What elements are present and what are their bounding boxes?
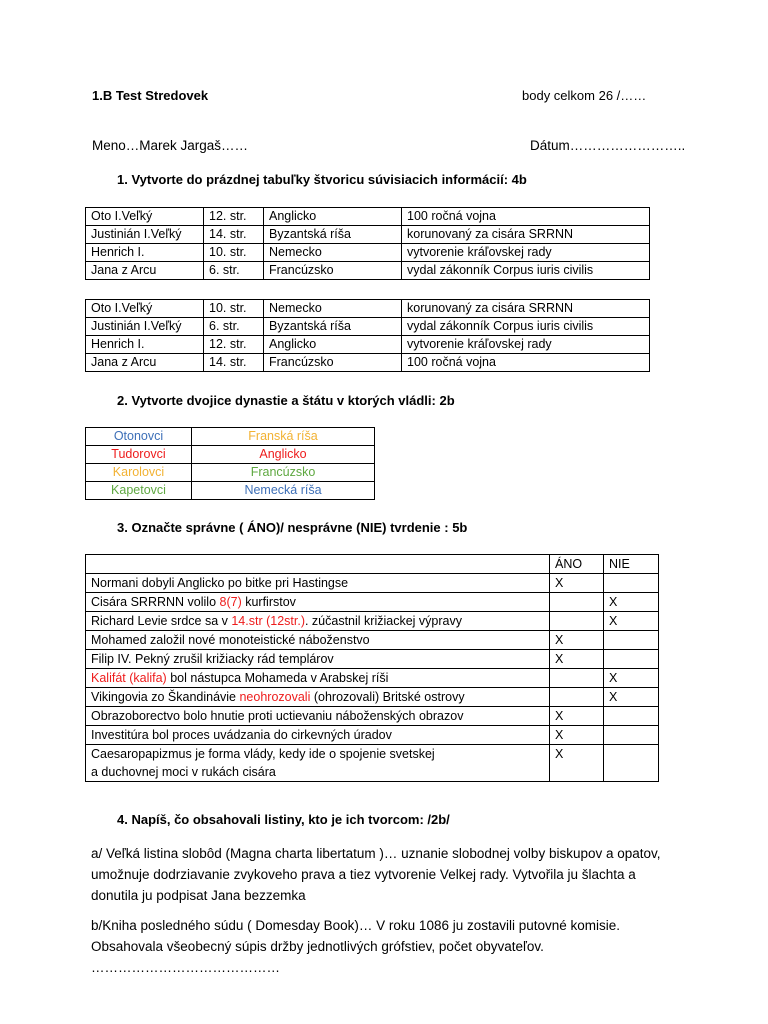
century-cell: 14. str. xyxy=(204,354,264,372)
statement-line-2: a duchovnej moci v rukách cisára xyxy=(91,765,276,779)
event-cell: korunovaný za cisára SRRNN xyxy=(402,226,650,244)
country-cell: Anglicko xyxy=(264,336,402,354)
dynasty-row xyxy=(86,464,375,482)
table-row xyxy=(86,262,650,280)
no-cell xyxy=(604,745,659,782)
answer-dots: …………………………………… xyxy=(91,960,280,975)
ruler-cell: Oto I.Veľký xyxy=(86,208,204,226)
table-1b xyxy=(85,299,650,372)
statement-cell xyxy=(86,745,550,782)
table-row xyxy=(86,244,650,262)
country-cell: Francúzsko xyxy=(264,354,402,372)
statement-text: Mohamed založil nové monoteistické náboženstvo xyxy=(91,633,370,647)
points-total: body celkom 26 /…… xyxy=(522,88,647,103)
state-cell: Francúzsko xyxy=(192,464,375,482)
statement-row xyxy=(86,726,659,745)
dynasty-row xyxy=(86,428,375,446)
century-cell: 12. str. xyxy=(204,208,264,226)
dynasty-row xyxy=(86,482,375,500)
statement-text: Investitúra bol proces uvádzania do cirkevných úradov xyxy=(91,728,392,742)
state-cell: Franská ríša xyxy=(192,428,375,446)
no-cell xyxy=(604,631,659,650)
country-cell: Francúzsko xyxy=(264,262,402,280)
statement-text: neohrozovali xyxy=(239,690,311,704)
no-cell xyxy=(604,650,659,669)
event-cell: 100 ročná vojna xyxy=(402,354,650,372)
no-cell xyxy=(604,726,659,745)
yes-cell: X xyxy=(550,650,604,669)
statement-cell xyxy=(86,612,550,631)
ruler-cell: Jana z Arcu xyxy=(86,262,204,280)
table-row xyxy=(86,318,650,336)
statement-text: kurfirstov xyxy=(241,595,296,609)
no-cell: X xyxy=(604,612,659,631)
no-cell xyxy=(604,707,659,726)
country-cell: Nemecko xyxy=(264,244,402,262)
yes-cell: X xyxy=(550,745,604,782)
no-cell: X xyxy=(604,669,659,688)
event-cell: vytvorenie kráľovskej rady xyxy=(402,336,650,354)
statement-row xyxy=(86,688,659,707)
statement-text: Cisára SRRRNN volilo xyxy=(91,595,220,609)
statement-row xyxy=(86,612,659,631)
statement-text: Kalifát (kalifa) xyxy=(91,671,167,685)
event-cell: vydal zákonník Corpus iuris civilis xyxy=(402,318,650,336)
no-cell: X xyxy=(604,593,659,612)
event-cell: 100 ročná vojna xyxy=(402,208,650,226)
section-3-title: 3. Označte správne ( ÁNO)/ nesprávne (NIE) tvrdenie : 5b xyxy=(117,520,468,535)
statement-row xyxy=(86,745,659,782)
statement-row xyxy=(86,593,659,612)
yes-cell xyxy=(550,593,604,612)
statement-cell xyxy=(86,726,550,745)
header-empty-cell xyxy=(86,555,550,574)
ruler-cell: Justinián I.Veľký xyxy=(86,226,204,244)
ruler-cell: Oto I.Veľký xyxy=(86,300,204,318)
ruler-cell: Henrich I. xyxy=(86,244,204,262)
table-row xyxy=(86,226,650,244)
event-cell: korunovaný za cisára SRRNN xyxy=(402,300,650,318)
state-cell: Nemecká ríša xyxy=(192,482,375,500)
century-cell: 14. str. xyxy=(204,226,264,244)
century-cell: 10. str. xyxy=(204,300,264,318)
statement-row xyxy=(86,707,659,726)
yes-cell xyxy=(550,612,604,631)
table-row xyxy=(86,300,650,318)
statement-cell xyxy=(86,631,550,650)
statement-cell xyxy=(86,669,550,688)
table-row xyxy=(86,354,650,372)
statement-text: Obrazoborectvo bolo hnutie proti uctievaniu náboženských obrazov xyxy=(91,709,464,723)
event-cell: vytvorenie kráľovskej rady xyxy=(402,244,650,262)
section-1-title: 1. Vytvorte do prázdnej tabuľky štvoricu súvisiacich informácií: 4b xyxy=(117,172,527,187)
answer-b: b/Kniha posledného súdu ( Domesday Book)… V roku 1086 ju zostavili putovné komisie. Obsahovala všeobecný súpis držby jednotlivých grófstiev, počet obyvateľov. xyxy=(91,918,621,954)
no-cell xyxy=(604,574,659,593)
section-4-title: 4. Napíš, čo obsahovali listiny, kto je ich tvorcom: /2b/ xyxy=(117,812,450,827)
table-1a xyxy=(85,207,650,280)
country-cell: Nemecko xyxy=(264,300,402,318)
test-title: 1.B Test Stredovek xyxy=(92,88,209,103)
state-cell: Anglicko xyxy=(192,446,375,464)
century-cell: 6. str. xyxy=(204,262,264,280)
dynasty-cell: Kapetovci xyxy=(86,482,192,500)
statement-line-1: Caesaropapizmus je forma vlády, kedy ide o spojenie svetskej xyxy=(91,747,435,761)
date-field: Dátum…………………….. xyxy=(530,138,686,153)
statement-text: Filip IV. Pekný zrušil križiacky rád templárov xyxy=(91,652,334,666)
statement-cell xyxy=(86,688,550,707)
country-cell: Byzantská ríša xyxy=(264,318,402,336)
country-cell: Anglicko xyxy=(264,208,402,226)
yes-cell: X xyxy=(550,726,604,745)
yes-cell: X xyxy=(550,707,604,726)
dynasty-cell: Otonovci xyxy=(86,428,192,446)
statement-text: Richard Levie srdce sa v xyxy=(91,614,232,628)
event-cell: vydal zákonník Corpus iuris civilis xyxy=(402,262,650,280)
statement-cell xyxy=(86,574,550,593)
statement-text: 14.str (12str.) xyxy=(231,614,305,628)
statement-cell xyxy=(86,593,550,612)
ruler-cell: Jana z Arcu xyxy=(86,354,204,372)
statement-text: bol nástupca Mohameda v Arabskej ríši xyxy=(166,671,389,685)
statement-text: Normani dobyli Anglicko po bitke pri Hastingse xyxy=(91,576,349,590)
header-no: NIE xyxy=(604,555,659,574)
header-yes: ÁNO xyxy=(550,555,604,574)
section-2-title: 2. Vytvorte dvojice dynastie a štátu v ktorých vládli: 2b xyxy=(117,393,455,408)
statement-row xyxy=(86,631,659,650)
century-cell: 12. str. xyxy=(204,336,264,354)
statement-text: Vikingovia zo Škandinávie xyxy=(91,690,240,704)
dynasty-cell: Karolovci xyxy=(86,464,192,482)
dynasty-cell: Tudorovci xyxy=(86,446,192,464)
statement-cell xyxy=(86,707,550,726)
no-cell: X xyxy=(604,688,659,707)
statement-row xyxy=(86,669,659,688)
yes-cell: X xyxy=(550,574,604,593)
statement-text: . zúčastnil križiackej výpravy xyxy=(304,614,462,628)
ruler-cell: Justinián I.Veľký xyxy=(86,318,204,336)
yes-cell xyxy=(550,669,604,688)
century-cell: 6. str. xyxy=(204,318,264,336)
yes-cell: X xyxy=(550,631,604,650)
true-false-table xyxy=(85,554,659,782)
table-row xyxy=(86,208,650,226)
statement-text: (ohrozovali) Britské ostrovy xyxy=(310,690,465,704)
century-cell: 10. str. xyxy=(204,244,264,262)
statement-text: 8(7) xyxy=(219,595,242,609)
statement-row xyxy=(86,650,659,669)
table-row xyxy=(86,336,650,354)
ruler-cell: Henrich I. xyxy=(86,336,204,354)
answer-a: a/ Veľká listina slobôd (Magna charta libertatum )… uznanie slobodnej volby biskupov a opatov, umožnuje dodrziavanie zvykoveho prava a tiez vytvorenie Velkej rady. Vytvořila ju šlachta a donutila ju podpisat Jana bezzemka xyxy=(91,846,661,903)
true-false-header-row xyxy=(86,555,659,574)
dynasty-row xyxy=(86,446,375,464)
student-name: Meno…Marek Jargaš…… xyxy=(92,138,249,153)
statement-cell xyxy=(86,650,550,669)
statement-row xyxy=(86,574,659,593)
yes-cell xyxy=(550,688,604,707)
country-cell: Byzantská ríša xyxy=(264,226,402,244)
dynasty-table xyxy=(85,427,375,500)
